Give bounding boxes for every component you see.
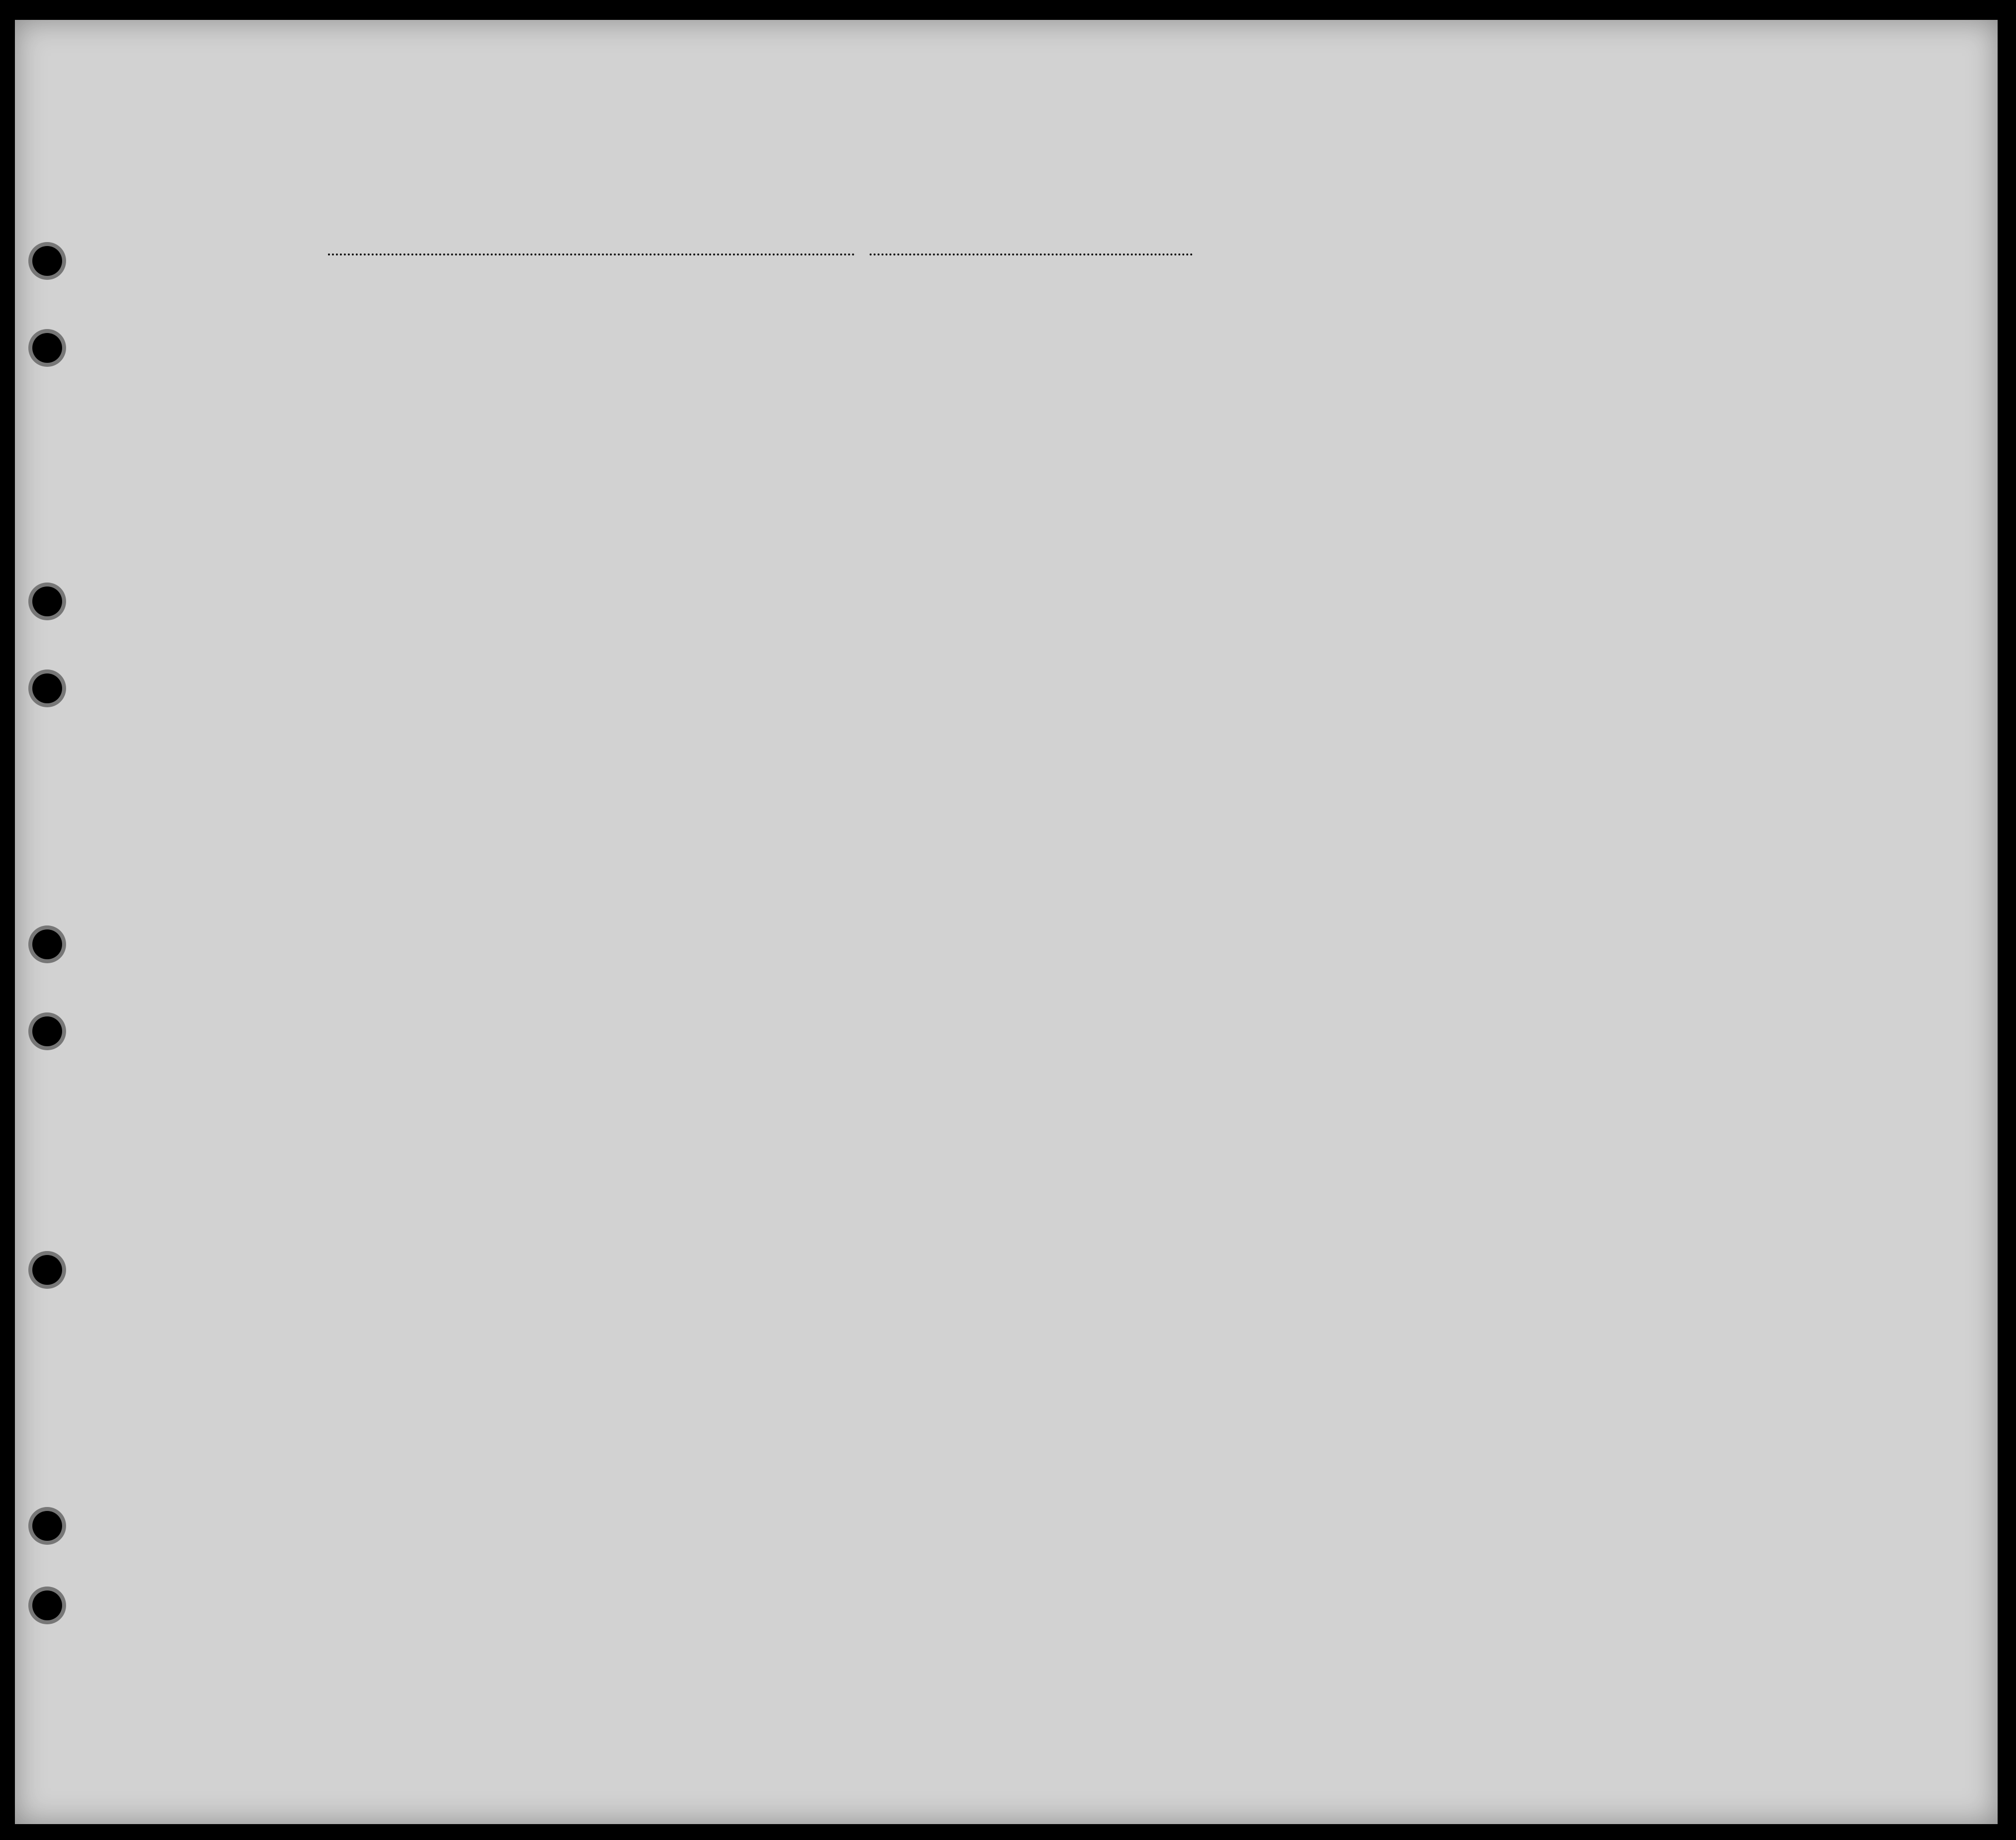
manifest-sheet [15, 20, 1998, 1824]
table-grid [15, 20, 1998, 1824]
